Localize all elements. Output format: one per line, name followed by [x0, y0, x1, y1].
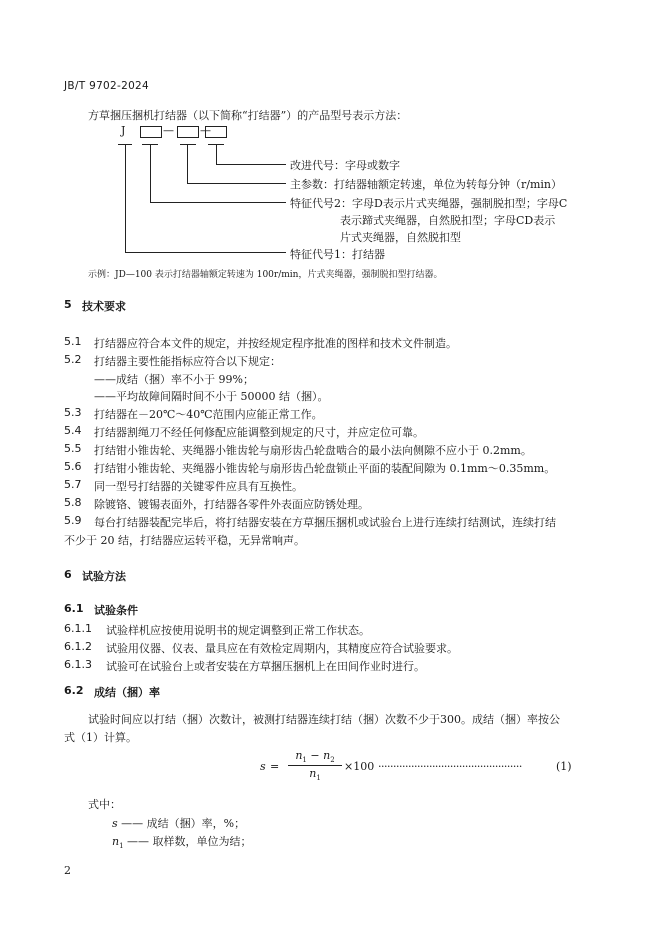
model-prefix: J [121, 124, 126, 137]
legend-feature1: 特征代号1：打结器 [290, 248, 385, 261]
clause-text: 打结器割绳刀不经任何修配应能调整到规定的尺寸，并应定位可靠。 [94, 426, 424, 439]
legend-feature2-line1: 特征代号2：字母D表示片式夹绳器，强制脱扣型；字母C [290, 197, 568, 210]
subsection-6-1-title: 试验条件 [94, 604, 138, 617]
legend-improve-code: 改进代号：字母或数字 [290, 159, 400, 172]
model-dash-2: — [200, 124, 211, 137]
formula-leader-dots: ················································ [378, 760, 522, 773]
clause-text: 打结器主要性能指标应符合以下规定： [94, 355, 281, 368]
leader-line-improve [216, 144, 217, 164]
subsection-6-1-number: 6.1 [64, 602, 84, 615]
clause-list-item: ——成结（捆）率不小于 99%； [94, 373, 254, 386]
legend-feature2-line3: 片式夹绳器，自然脱扣型 [340, 231, 461, 244]
fraction-denominator: $n_1$ [309, 767, 321, 783]
subsection-6-2-title: 成结（捆）率 [94, 686, 160, 699]
where-item: s —— 成结（捆）率，%； [112, 817, 246, 830]
clause-text: 同一型号打结器的关键零件应具有互换性。 [94, 480, 303, 493]
leader-line-feature1 [125, 144, 126, 252]
page-number: 2 [64, 864, 71, 877]
clause-text: 试验用仪器、仪表、量具应在有效检定周期内，其精度应符合试验要求。 [106, 642, 458, 655]
clause-text: 打结钳小锥齿轮、夹绳器小锥齿轮与扇形齿凸轮盘锁止平面的装配间隙为 0.1mm～0.35mm。 [94, 462, 556, 475]
clause-number: 6.1.2 [64, 640, 92, 653]
underline-mark-3 [180, 144, 196, 145]
clause-text: 除镀铬、镀锡表面外，打结器各零件外表面应防锈处理。 [94, 498, 369, 511]
legend-main-param: 主参数：打结器轴额定转速，单位为转每分钟（r/min） [290, 178, 562, 191]
clause-number: 6.1.3 [64, 658, 92, 671]
code-box-2 [177, 126, 199, 138]
clause-number: 5.5 [64, 442, 82, 455]
formula-number: (1) [556, 760, 572, 773]
model-code-intro: 方草捆压捆机打结器（以下简称“打结器”）的产品型号表示方法： [88, 109, 408, 122]
paragraph-line: 试验时间应以打结（捆）次数计，被测打结器连续打结（捆）次数不少于300。成结（捆）率按公 [88, 713, 560, 726]
formula-multiplier: ×100 [344, 760, 375, 773]
formula-equals: = [270, 760, 280, 773]
clause-text: 试验样机应按使用说明书的规定调整到正常工作状态。 [106, 624, 370, 637]
code-box-3 [205, 126, 227, 138]
paragraph-line: 式（1）计算。 [64, 731, 137, 744]
clause-text: 打结钳小锥齿轮、夹绳器小锥齿轮与扇形齿凸轮盘啮合的最小法向侧隙不应小于 0.2mm。 [94, 444, 532, 457]
clause-number: 5.3 [64, 406, 82, 419]
clause-number: 5.2 [64, 353, 82, 366]
clause-text: 打结器应符合本文件的规定，并按经规定程序批准的图样和技术文件制造。 [94, 337, 457, 350]
subsection-6-2-number: 6.2 [64, 684, 84, 697]
clause-text-continued: 不少于 20 结，打结器应运转平稳，无异常响声。 [64, 534, 305, 547]
formula-lhs: s [260, 760, 266, 773]
clause-text: 试验可在试验台上或者安装在方草捆压捆机上在田间作业时进行。 [106, 660, 425, 673]
example-note: 示例：JD—100 表示打结器轴额定转速为 100r/min，片式夹绳器，强制脱扣型打结器。 [88, 270, 443, 280]
code-box-1 [140, 126, 162, 138]
clause-number: 5.1 [64, 335, 82, 348]
clause-number: 5.7 [64, 478, 82, 491]
clause-text: 每台打结器装配完毕后，将打结器安装在方草捆压捆机或试验台上进行连续打结测试，连续打结 [94, 516, 556, 529]
fraction-numerator: $n_1 - n_2$ [288, 749, 342, 766]
clause-number: 5.6 [64, 460, 82, 473]
leader-line-feature2 [150, 144, 151, 202]
legend-feature2-line2: 表示蹄式夹绳器，自然脱扣型；字母CD表示 [340, 214, 556, 227]
model-dash-1: — [163, 124, 174, 137]
section-6-number: 6 [64, 568, 72, 581]
standard-number: JB/T 9702-2024 [64, 80, 150, 92]
section-6-title: 试验方法 [82, 570, 126, 583]
section-5-title: 技术要求 [82, 300, 126, 313]
leader-line-main [187, 144, 188, 183]
clause-number: 6.1.1 [64, 622, 92, 635]
clause-list-item: ——平均故障间隔时间不小于 50000 结（捆）。 [94, 390, 329, 403]
where-label: 式中： [88, 798, 121, 811]
clause-text: 打结器在－20℃～40℃范围内应能正常工作。 [94, 408, 323, 421]
clause-number: 5.4 [64, 424, 82, 437]
section-5-number: 5 [64, 298, 72, 311]
where-item: $n_1$ —— 取样数，单位为结； [112, 835, 252, 851]
formula-fraction [288, 749, 342, 782]
clause-number: 5.9 [64, 514, 82, 527]
clause-number: 5.8 [64, 496, 82, 509]
